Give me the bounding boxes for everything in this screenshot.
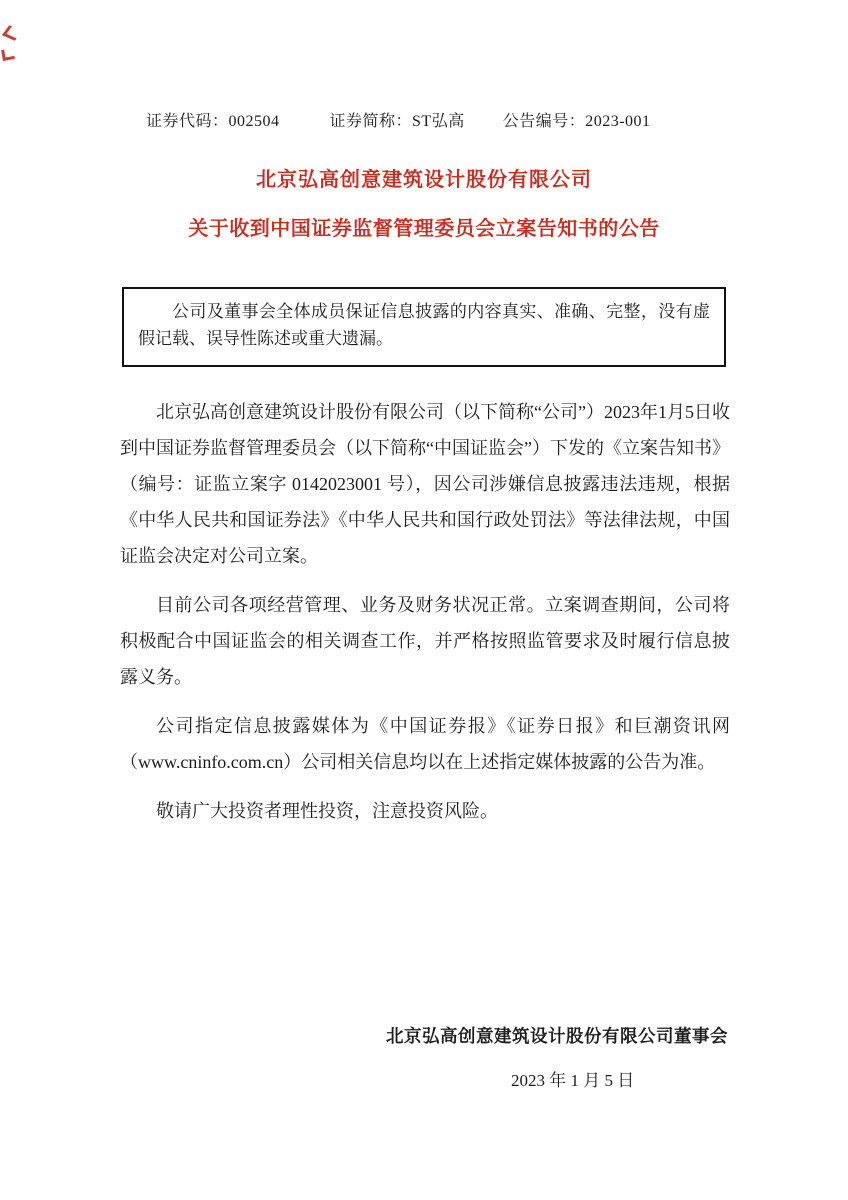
company-title: 北京弘高创意建筑设计股份有限公司 [256,169,592,191]
body-paragraph: 目前公司各项经营管理、业务及财务状况正常。立案调查期间，公司将积极配合中国证监会的相关调查工作，并严格按照监管要求及时履行信息披露义务。 [120,595,730,687]
announcement-subject-title: 关于收到中国证券监督管理委员会立案告知书的公告 [188,218,660,240]
announcement-body [120,394,730,842]
body-paragraph: 公司指定信息披露媒体为《中国证券报》《证券日报》和巨潮资讯网（www.cninfo.com.cn）公司相关信息均以在上述指定媒体披露的公告为准。 [120,716,730,772]
stock-short-name: 证券简称：ST弘高 [329,113,465,130]
red-corner-mark-icon [2,25,22,41]
board-signature: 北京弘高创意建筑设计股份有限公司董事会 [386,1026,728,1046]
red-corner-mark-icon [1,48,15,61]
signature-date: 2023 年 1 月 5 日 [511,1071,635,1090]
disclaimer-box [122,287,726,367]
securities-info-row [146,111,651,133]
body-paragraph: 北京弘高创意建筑设计股份有限公司（以下简称“公司”）2023年1月5日收到中国证券监督管理委员会（以下简称“中国证监会”）下发的《立案告知书》（编号：证监立案字 0142023001 号），因公司涉嫌信息披露违法违规，根据《中华人民共和国证券法》《中华人民共和国行政处罚法》等法律法规，中国证监会决定对公司立案。 [120,402,730,566]
stock-code: 证券代码：002504 [146,113,280,130]
announcement-number: 公告编号：2023-001 [502,113,651,130]
disclaimer-text: 公司及董事会全体成员保证信息披露的内容真实、准确、完整，没有虚假记载、误导性陈述或重大遗漏。 [138,302,710,348]
body-paragraph: 敬请广大投资者理性投资，注意投资风险。 [156,801,498,821]
